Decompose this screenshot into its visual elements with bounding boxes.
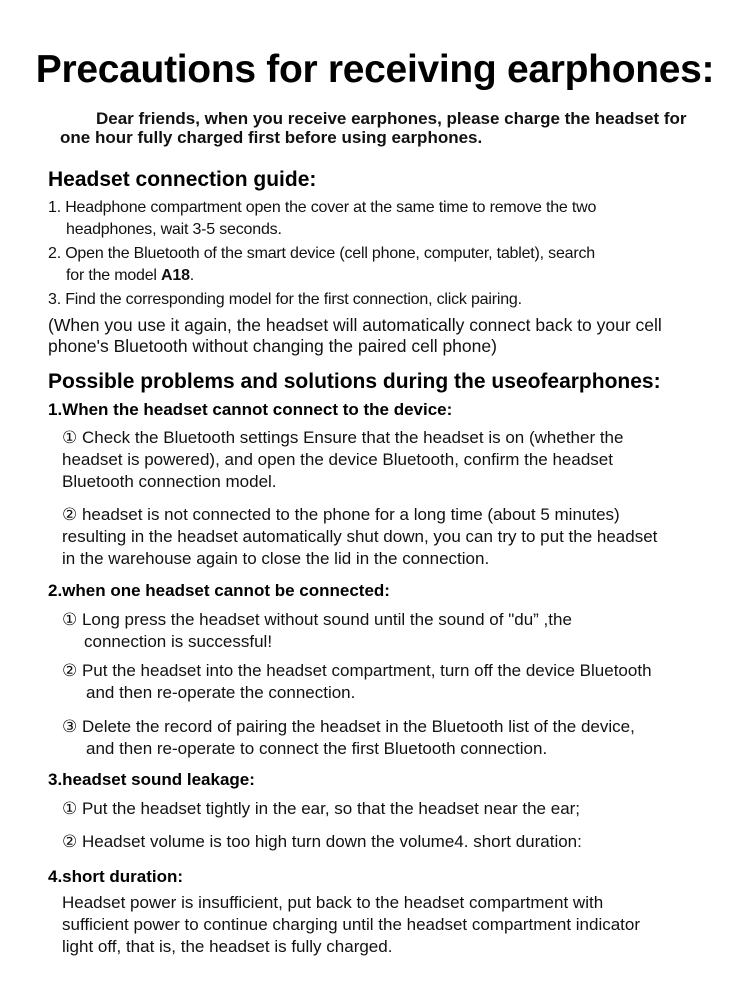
guide-step-3: 3. Find the corresponding model for the first connection, click pairing. xyxy=(48,291,522,308)
section-2-item-3-line-1: ③ Delete the record of pairing the headset in the Bluetooth list of the device, xyxy=(62,717,635,736)
section-1-item-1-line-2: headset is powered), and open the device Bluetooth, confirm the headset xyxy=(62,450,613,469)
guide-heading: Headset connection guide: xyxy=(48,168,317,191)
guide-step-1: 1. Headphone compartment open the cover at the same time to remove the two xyxy=(48,199,597,216)
section-3-item-1: ① Put the headset tightly in the ear, so that the headset near the ear; xyxy=(62,799,581,818)
section-2-item-2-line-1: ② Put the headset into the headset compartment, turn off the device Bluetooth xyxy=(62,661,652,680)
section-1-item-2-line-1: ② headset is not connected to the phone for a long time (about 5 minutes) xyxy=(62,505,620,524)
section-1-item-1-line-1: ① Check the Bluetooth settings Ensure that the headset is on (whether the xyxy=(62,428,624,447)
guide-note-line-1: (When you use it again, the headset will automatically connect back to your cell xyxy=(48,315,662,335)
intro-line-2: one hour fully charged first before using earphones. xyxy=(60,128,483,147)
guide-step-1-cont: headphones, wait 3-5 seconds. xyxy=(66,221,282,238)
section-2-heading: 2.when one headset cannot be connected: xyxy=(48,581,390,600)
section-4-body-line-2: sufficient power to continue charging until the headset compartment indicator xyxy=(62,915,641,934)
section-3-item-2: ② Headset volume is too high turn down the volume4. short duration: xyxy=(62,832,582,851)
section-4-heading: 4.short duration: xyxy=(48,867,184,886)
section-2-item-2-line-2: and then re-operate the connection. xyxy=(86,683,356,702)
section-4-body-line-1: Headset power is insufficient, put back to the headset compartment with xyxy=(62,893,604,912)
section-4-body-line-3: light off, that is, the headset is fully charged. xyxy=(62,937,393,956)
guide-step-2-cont: for the model A18. xyxy=(66,267,195,284)
section-2-item-1-line-1: ① Long press the headset without sound until the sound of "du” ,the xyxy=(62,610,572,629)
section-1-item-1-line-3: Bluetooth connection model. xyxy=(62,472,277,491)
section-3-heading: 3.headset sound leakage: xyxy=(48,770,255,789)
section-2-item-3-line-2: and then re-operate to connect the first Bluetooth connection. xyxy=(86,739,548,758)
section-1-heading: 1.When the headset cannot connect to the device: xyxy=(48,400,453,419)
intro-line-1: Dear friends, when you receive earphones, please charge the headset for xyxy=(96,109,687,128)
page-title: Precautions for receiving earphones: xyxy=(35,48,715,91)
guide-step-2: 2. Open the Bluetooth of the smart device (cell phone, computer, tablet), search xyxy=(48,245,595,262)
guide-note-line-2: phone's Bluetooth without changing the paired cell phone) xyxy=(48,336,497,356)
section-1-item-2-line-3: in the warehouse again to close the lid in the connection. xyxy=(62,549,490,568)
problems-heading: Possible problems and solutions during the useofearphones: xyxy=(48,370,661,393)
section-2-item-1-line-2: connection is successful! xyxy=(84,632,273,651)
model-name: A18 xyxy=(161,267,190,284)
section-1-item-2-line-2: resulting in the headset automatically shut down, you can try to put the headset xyxy=(62,527,658,546)
